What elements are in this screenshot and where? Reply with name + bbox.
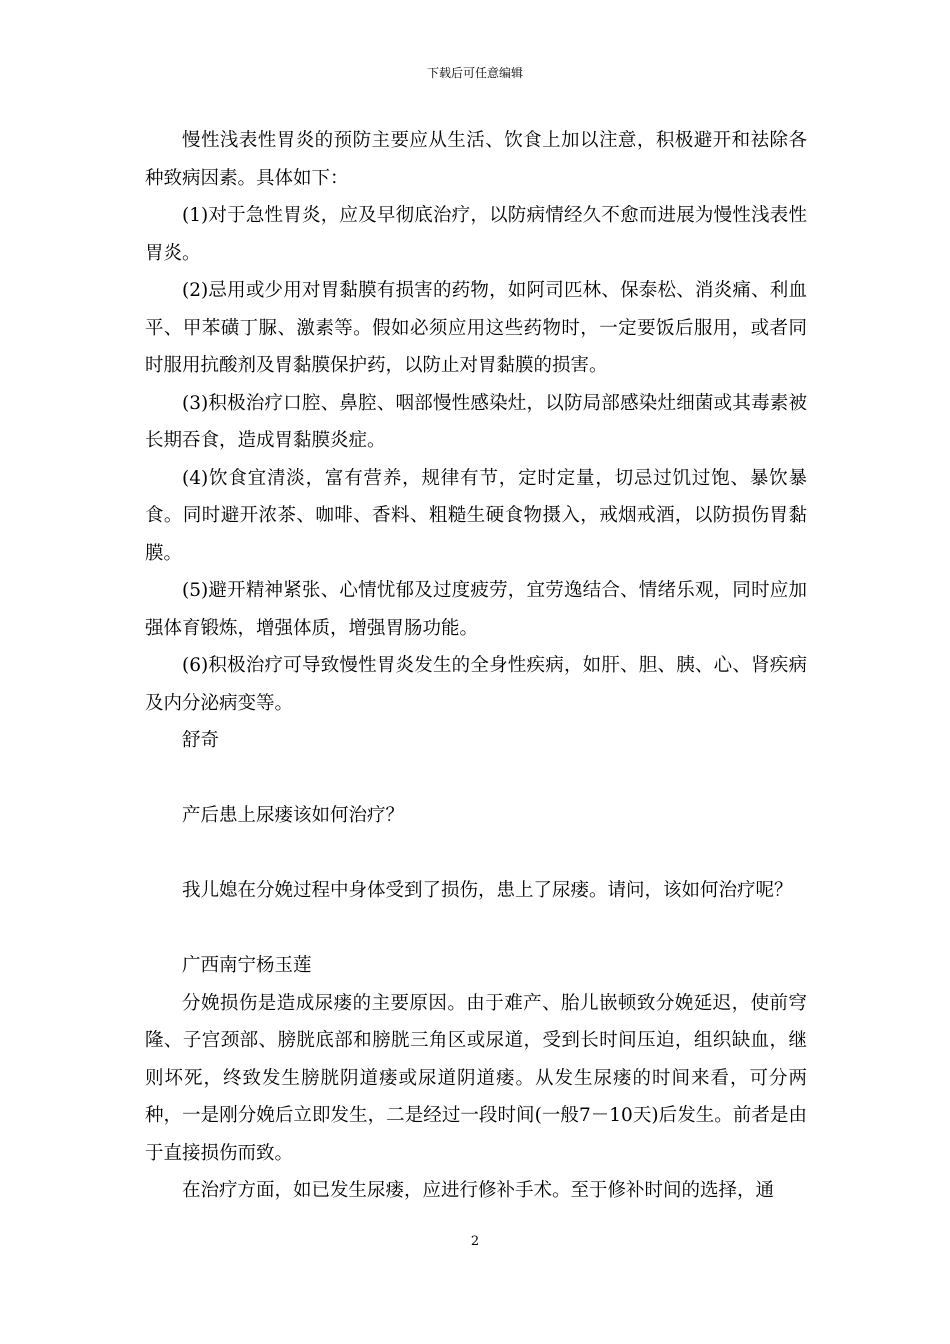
paragraph-item-3: (3)积极治疗口腔、鼻腔、咽部慢性感染灶，以防局部感染灶细菌或其毒素被长期吞食，造成胃黏膜炎症。 bbox=[145, 392, 807, 451]
paragraph-item-6: (6)积极治疗可导致慢性胃炎发生的全身性疾病，如肝、胆、胰、心、肾疾病及内分泌病变等。 bbox=[145, 655, 807, 714]
page-header: 下载后可任意编辑 bbox=[426, 66, 523, 80]
question-author: 广西南宁杨玉莲 bbox=[182, 955, 312, 976]
answer-paragraph-1: 分娩损伤是造成尿瘘的主要原因。由于难产、胎儿嵌顿致分娩延迟，使前穹隆、子宫颈部、膀胱底部和膀胱三角区或尿道，受到长时间压迫，组织缺血，继则坏死，终致发生膀胱阴道瘘或尿道阴道瘘。从发生尿瘘的时间来看，可分两种，一是刚分娩后立即发生，二是经过一段时间(一般7－10天)后发生。前者是由于直接损伤而致。 bbox=[145, 992, 807, 1164]
question-body: 我儿媳在分娩过程中身体受到了损伤，患上了尿瘘。请问，该如何治疗呢？ bbox=[182, 880, 793, 901]
page-number: 2 bbox=[470, 1234, 480, 1249]
paragraph-item-4: (4)饮食宜清淡，富有营养，规律有节，定时定量，切忌过饥过饱、暴饮暴食。同时避开浓茶、咖啡、香料、粗糙生硬食物摄入，戒烟戒酒，以防损伤胃黏膜。 bbox=[145, 467, 807, 564]
paragraph-item-5: (5)避开精神紧张、心情忧郁及过度疲劳，宜劳逸结合、情绪乐观，同时应加强体育锻炼，增强体质，增强胃肠功能。 bbox=[145, 580, 807, 639]
document-body bbox=[145, 122, 807, 1210]
paragraph-item-1: (1)对于急性胃炎，应及早彻底治疗，以防病情经久不愈而进展为慢性浅表性胃炎。 bbox=[145, 205, 807, 264]
question-title: 产后患上尿瘘该如何治疗？ bbox=[182, 805, 405, 826]
paragraph-intro: 慢性浅表性胃炎的预防主要应从生活、饮食上加以注意，积极避开和祛除各种致病因素。具体如下： bbox=[145, 130, 807, 189]
author-signature: 舒奇 bbox=[182, 730, 220, 751]
paragraph-item-2: (2)忌用或少用对胃黏膜有损害的药物，如阿司匹林、保泰松、消炎痛、利血平、甲苯磺丁脲、激素等。假如必须应用这些药物时，一定要饭后服用，或者同时服用抗酸剂及胃黏膜保护药，以防止对胃黏膜的损害。 bbox=[145, 280, 807, 376]
answer-paragraph-2: 在治疗方面，如已发生尿瘘，应进行修补手术。至于修补时间的选择，通 bbox=[182, 1180, 775, 1201]
